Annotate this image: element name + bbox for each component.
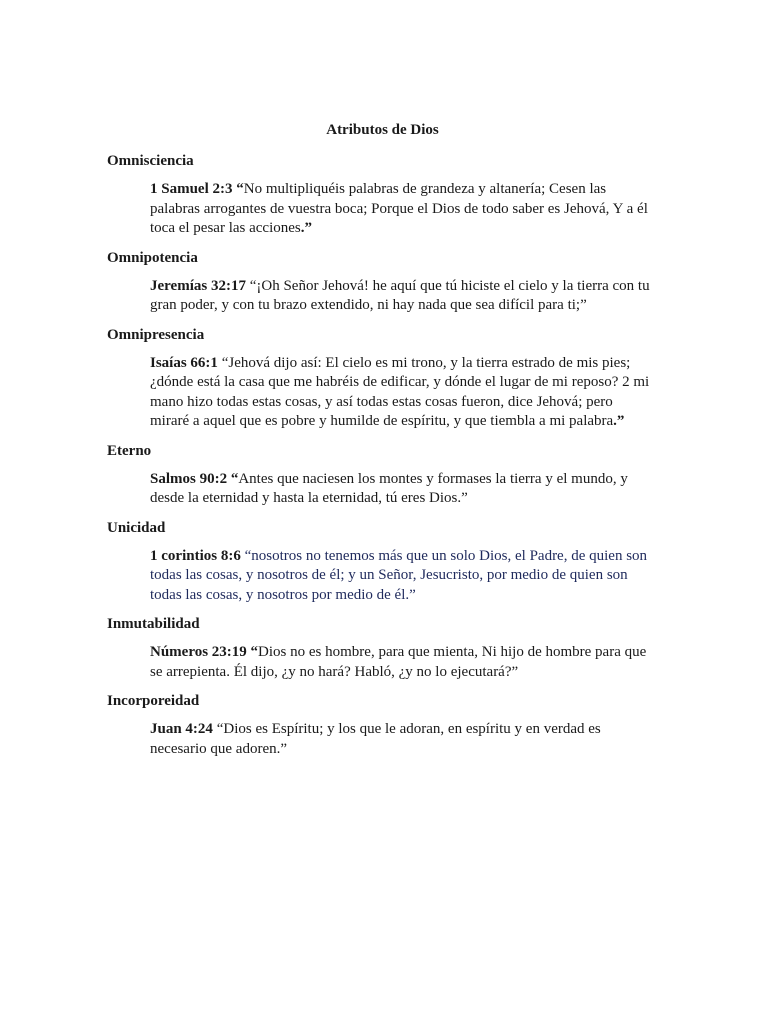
section-heading: Unicidad (107, 519, 166, 536)
quote-open: “ (240, 547, 252, 564)
quote-close: .” (613, 413, 625, 429)
verse-text: ¡Oh Señor Jehová! he aquí que tú hiciste el cielo y la tierra con tu gran poder, y con tu brazo extendido, ni hay nada que sea difícil para ti; (150, 277, 650, 313)
section-omnipresencia (107, 325, 658, 432)
verse-paragraph (150, 354, 650, 432)
section-incorporeidad (107, 691, 658, 759)
verse-paragraph (150, 720, 650, 759)
verse-reference: Juan 4:24 (150, 721, 213, 737)
section-omnipotencia (107, 248, 658, 316)
verse-text: No multipliquéis palabras de grandeza y altanería; Cesen las palabras arrogantes de vuestra boca; Porque el Dios de todo saber es Jehová, Y a él toca el pesar las acciones (150, 181, 648, 236)
quote-open: “ (232, 181, 244, 197)
quote-open: “ (246, 644, 259, 660)
quote-open: “ (217, 354, 229, 371)
verse-paragraph (150, 277, 650, 316)
verse-paragraph (150, 180, 650, 239)
section-heading: Eterno (107, 442, 152, 459)
quote-close: ” (280, 740, 288, 757)
verse-paragraph (150, 547, 650, 606)
verse-text: Jehová dijo así: El cielo es mi trono, y la tierra estrado de mis pies; ¿dónde está la casa que me habréis de edificar, y dónde el lugar de mi reposo? 2 mi mano hizo todas estas cosas, y así todas estas cosas fueron, dice Jehová; pero miraré a aquel que es pobre y humilde de espíritu, y que tiembla a mi palabra (150, 354, 650, 429)
verse-reference: Isaías 66:1 (150, 354, 218, 371)
verse-paragraph (150, 643, 650, 682)
verse-paragraph (150, 470, 650, 509)
quote-close: ” (511, 663, 519, 680)
section-heading: Incorporeidad (107, 693, 200, 709)
quote-open: “ (212, 721, 224, 737)
section-heading: Omnipotencia (107, 249, 198, 266)
section-unicidad (107, 518, 658, 606)
verse-reference: 1 Samuel 2:3 (150, 181, 233, 197)
verse-reference: 1 corintios 8:6 (150, 547, 241, 564)
quote-open: “ (245, 277, 257, 294)
verse-text: Antes que naciesen los montes y formases la tierra y el mundo, y desde la eternidad y hasta la eternidad, tú eres Dios. (150, 470, 628, 506)
verse-reference: Salmos 90:2 (150, 470, 228, 487)
verse-text: Dios es Espíritu; y los que le adoran, en espíritu y en verdad es necesario que adoren. (150, 721, 601, 757)
section-inmutabilidad (107, 614, 658, 682)
quote-close: ” (409, 586, 416, 603)
section-omnisciencia (107, 151, 658, 239)
section-heading: Omnipresencia (107, 326, 205, 343)
verse-text: Dios no es hombre, para que mienta, Ni hijo de hombre para que se arrepienta. Él dijo, ¿y no hará? Habló, ¿y no lo ejecutará? (150, 644, 647, 680)
verse-text: nosotros no tenemos más que un solo Dios, el Padre, de quien son todas las cosas, y nosotros de él; y un Señor, Jesucristo, por medio de quien son todas las cosas, y nosotros por medio de él. (150, 547, 648, 603)
verse-reference: Jeremías 32:17 (150, 277, 246, 294)
document-title: Atributos de Dios (326, 122, 439, 138)
quote-close: .” (300, 220, 313, 236)
section-heading: Omnisciencia (107, 153, 194, 169)
verse-reference: Números 23:19 (150, 644, 247, 660)
section-eterno (107, 441, 658, 509)
section-heading: Inmutabilidad (107, 616, 200, 632)
quote-close: ” (461, 490, 468, 506)
quote-open: “ (227, 470, 239, 487)
quote-close: ” (580, 297, 587, 313)
